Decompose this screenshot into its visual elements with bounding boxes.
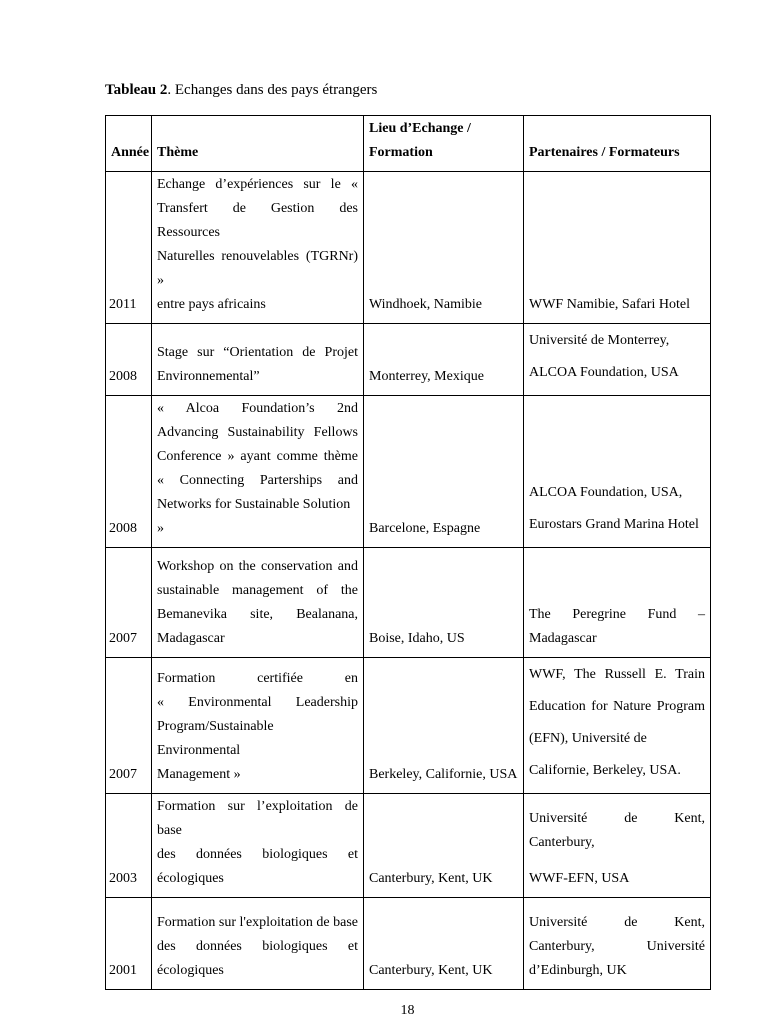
theme-line: Formation certifiée en: [157, 671, 358, 686]
cell-annee: 2011: [106, 172, 152, 324]
cell-lieu: Berkeley, Californie, USA: [364, 658, 524, 794]
table-row: [106, 658, 711, 794]
cell-theme: [152, 172, 364, 324]
partner-line: Université de Kent,: [529, 915, 705, 930]
partner-line: WWF, The Russell E. Train: [529, 667, 705, 682]
partner-line: Madagascar: [529, 631, 597, 646]
theme-line: Formation sur l'exploitation de base: [157, 915, 358, 930]
cell-partenaires: [524, 172, 711, 324]
partner-line: d’Edinburgh, UK: [529, 963, 627, 978]
exchanges-table-body: [106, 172, 711, 990]
cell-annee: 2007: [106, 548, 152, 658]
partner-line: Université de Monterrey,: [529, 333, 670, 348]
theme-line: Naturelles renouvelables (TGRNr) »: [157, 249, 358, 288]
theme-line: Networks for Sustainable Solution »: [157, 497, 351, 536]
partner-line: ALCOA Foundation, USA: [529, 365, 679, 380]
table-row: [106, 548, 711, 658]
theme-line: Formation sur l’exploitation de base: [157, 799, 358, 838]
table-row: [106, 324, 711, 396]
partner-line: WWF-EFN, USA: [529, 871, 630, 886]
cell-partenaires: [524, 324, 711, 396]
theme-line: Transfert de Gestion des Ressources: [157, 201, 358, 240]
partner-line: Californie, Berkeley, USA.: [529, 763, 681, 778]
partner-line: Canterbury, Université: [529, 939, 705, 954]
cell-lieu: Canterbury, Kent, UK: [364, 794, 524, 898]
theme-line: « Alcoa Foundation’s 2nd: [157, 401, 358, 416]
cell-theme: [152, 794, 364, 898]
cell-theme: [152, 324, 364, 396]
header-partenaires: Partenaires / Formateurs: [524, 116, 711, 172]
exchanges-table: [105, 115, 711, 990]
theme-line: Advancing Sustainability Fellows: [157, 425, 358, 440]
header-lieu-formation: Lieu d’Echange / Formation: [364, 116, 524, 172]
partner-line: Canterbury,: [529, 835, 595, 850]
table-caption-text: . Echanges dans des pays étrangers: [167, 82, 378, 98]
cell-annee: 2007: [106, 658, 152, 794]
theme-line: écologiques: [157, 963, 224, 978]
partner-line: Eurostars Grand Marina Hotel: [529, 517, 699, 532]
theme-line: Stage sur “Orientation de Projet: [157, 345, 358, 360]
cell-partenaires: [524, 548, 711, 658]
cell-lieu: Barcelone, Espagne: [364, 396, 524, 548]
partner-line: Education for Nature Program: [529, 699, 705, 714]
table-row: [106, 794, 711, 898]
table-caption: [105, 80, 710, 100]
theme-line: Program/Sustainable Environmental: [157, 719, 274, 758]
cell-partenaires: [524, 898, 711, 990]
theme-line: Environnemental”: [157, 369, 260, 384]
table-row: [106, 172, 711, 324]
cell-lieu: Boise, Idaho, US: [364, 548, 524, 658]
cell-partenaires: [524, 794, 711, 898]
cell-annee: 2001: [106, 898, 152, 990]
theme-line: des données biologiques et: [157, 939, 358, 954]
cell-theme: [152, 396, 364, 548]
header-theme: Thème: [152, 116, 364, 172]
theme-line: sustainable management of the: [157, 583, 358, 598]
theme-line: écologiques: [157, 871, 224, 886]
theme-line: Conference » ayant comme thème: [157, 449, 358, 464]
header-annee: Année: [106, 116, 152, 172]
cell-annee: 2003: [106, 794, 152, 898]
page-number: 18: [400, 1003, 415, 1018]
theme-line: des données biologiques et: [157, 847, 358, 862]
theme-line: Echange d’expériences sur le «: [157, 177, 358, 192]
table-row: [106, 898, 711, 990]
theme-line: Bemanevika site, Bealanana,: [157, 607, 358, 622]
partner-line: (EFN), Université de: [529, 731, 647, 746]
cell-partenaires: [524, 658, 711, 794]
theme-line: « Connecting Parterships and: [157, 473, 358, 488]
partner-line: WWF Namibie, Safari Hotel: [529, 297, 690, 312]
partner-line: The Peregrine Fund –: [529, 607, 705, 622]
partner-line: ALCOA Foundation, USA,: [529, 485, 683, 500]
cell-theme: [152, 658, 364, 794]
cell-theme: [152, 548, 364, 658]
cell-lieu: Windhoek, Namibie: [364, 172, 524, 324]
theme-line: Workshop on the conservation and: [157, 559, 358, 574]
theme-line: Management »: [157, 767, 241, 782]
theme-line: « Environmental Leadership: [157, 695, 358, 710]
theme-line: Madagascar: [157, 631, 225, 646]
table-row: [106, 396, 711, 548]
theme-line: entre pays africains: [157, 297, 266, 312]
cell-lieu: Canterbury, Kent, UK: [364, 898, 524, 990]
partner-line: Université de Kent,: [529, 811, 705, 826]
cell-annee: 2008: [106, 396, 152, 548]
cell-theme: [152, 898, 364, 990]
cell-annee: 2008: [106, 324, 152, 396]
table-caption-number: Tableau 2: [105, 82, 168, 98]
table-header-row: [106, 116, 711, 172]
cell-partenaires: [524, 396, 711, 548]
cell-lieu: Monterrey, Mexique: [364, 324, 524, 396]
